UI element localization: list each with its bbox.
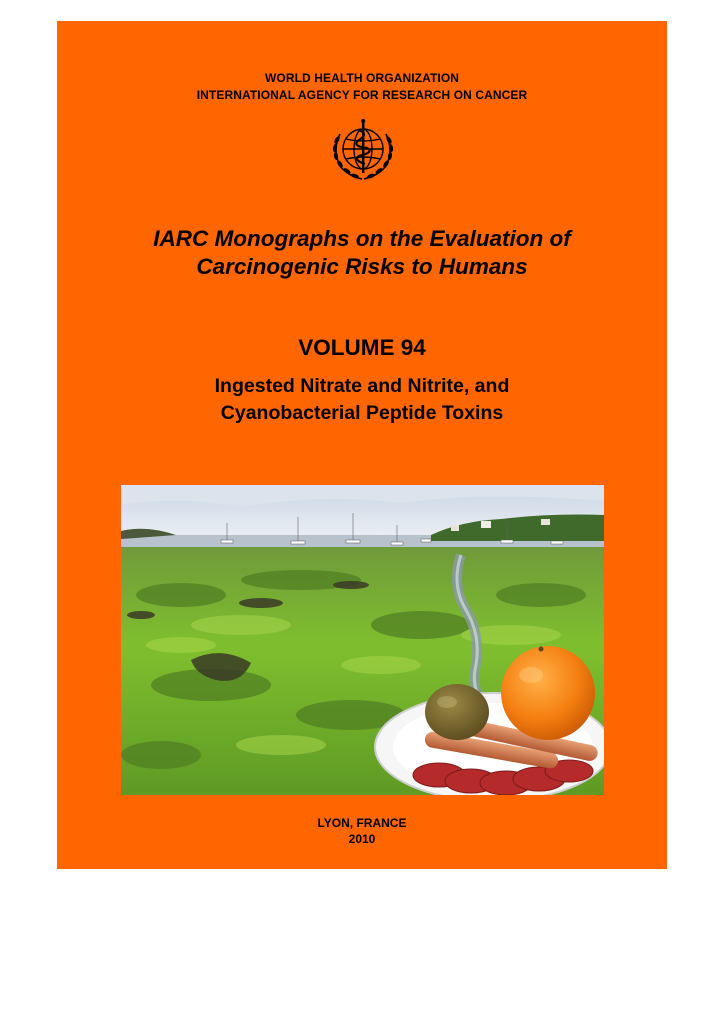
imprint-year: 2010 [348, 832, 376, 846]
cover-panel [57, 21, 667, 869]
volume-subject-line-2: Cyanobacterial Peptide Toxins [220, 402, 504, 424]
cover-photo [121, 485, 604, 795]
agency-name: INTERNATIONAL AGENCY FOR RESEARCH ON CANCER [196, 88, 528, 102]
imprint-place: LYON, FRANCE [317, 816, 407, 830]
volume-subject-line-1: Ingested Nitrate and Nitrite, and [214, 375, 510, 397]
volume-number: VOLUME 94 [298, 335, 426, 360]
series-title-line-2: Carcinogenic Risks to Humans [196, 254, 528, 279]
organization-name: WORLD HEALTH ORGANIZATION [264, 71, 460, 85]
who-emblem-icon [326, 116, 400, 186]
series-title-line-1: IARC Monographs on the Evaluation of [153, 226, 571, 251]
